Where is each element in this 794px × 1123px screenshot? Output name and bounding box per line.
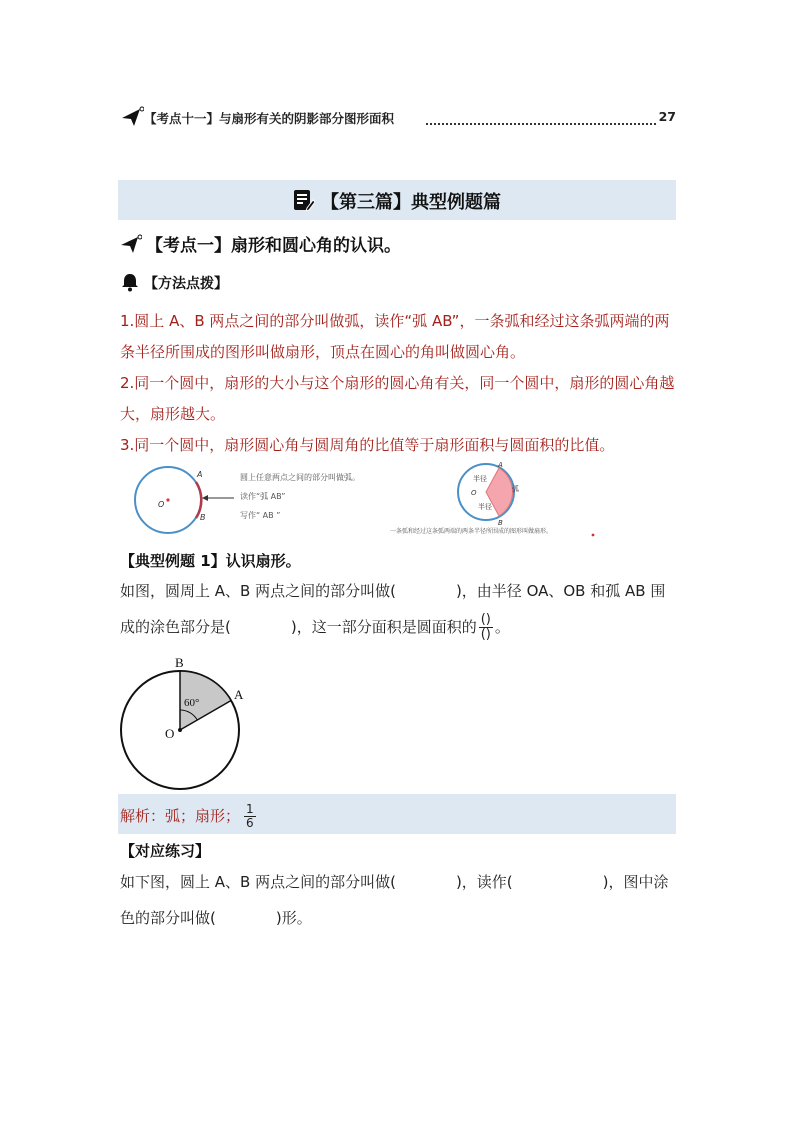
label-radius-top: 半径 bbox=[473, 475, 487, 483]
method-point-2: 2.同一个圆中，扇形的大小与这个扇形的圆心角有关，同一个圆中，扇形的圆心角越大，扇形越大。 bbox=[120, 374, 675, 423]
fraction-denominator-blank[interactable]: () bbox=[480, 627, 491, 642]
note-read-as: 读作“弧 AB” bbox=[240, 492, 286, 501]
answer-numerator: 1 bbox=[246, 802, 254, 816]
toc-entry-title: 【考点十一】与扇形有关的阴影部分图形面积 bbox=[144, 111, 395, 126]
method-point-3: 3.同一个圆中，扇形圆心角与圆周角的比值等于扇形面积与圆面积的比值。 bbox=[120, 436, 615, 454]
sector-diagram bbox=[390, 462, 630, 542]
answer-fraction bbox=[244, 803, 256, 830]
toc-page-number: 27 bbox=[658, 109, 676, 124]
section-header bbox=[118, 180, 676, 220]
label-b: B bbox=[498, 519, 503, 527]
pointer-arrowhead bbox=[202, 495, 208, 501]
navigation-arrow-icon bbox=[120, 234, 142, 254]
label-o: O bbox=[158, 500, 165, 509]
example-question-text: 如图，圆周上 A、B 两点之间的部分叫做( )，由半径 OA、OB 和孤 AB 围成的涂色部分是( )，这一部分面积是圆面积的 bbox=[120, 582, 666, 636]
example-question-end: 。 bbox=[494, 618, 510, 636]
answer-denominator: 6 bbox=[246, 816, 254, 830]
caption-dot bbox=[592, 534, 595, 537]
label-o: O bbox=[165, 726, 175, 741]
center-point bbox=[178, 728, 182, 732]
method-heading bbox=[120, 272, 228, 293]
answer-row bbox=[120, 803, 256, 830]
kaodian-title: 【考点一】扇形和圆心角的认识。 bbox=[146, 236, 401, 256]
label-b: B bbox=[200, 513, 206, 522]
note-arc-definition: 圆上任意两点之间的部分叫做弧。 bbox=[240, 473, 360, 482]
example-heading: 【典型例题 1】认识扇形。 bbox=[120, 552, 301, 570]
method-title: 【方法点拨】 bbox=[144, 276, 228, 292]
center-point bbox=[166, 498, 169, 501]
bell-icon bbox=[120, 272, 140, 292]
label-radius-bottom: 半径 bbox=[478, 503, 492, 511]
practice-heading: 【对应练习】 bbox=[120, 842, 211, 860]
label-a: A bbox=[197, 470, 203, 479]
answer-text: 解析：弧；扇形； bbox=[120, 807, 241, 825]
section-title: 【第三篇】典型例题篇 bbox=[321, 192, 501, 213]
example-question bbox=[120, 573, 676, 645]
method-point-1: 1.圆上 A、B 两点之间的部分叫做弧，读作“弧 AB”，一条弧和经过这条弧两端的两条半径所围成的图形叫做扇形，顶点在圆心的角叫做圆心角。 bbox=[120, 312, 670, 361]
label-o: O bbox=[471, 489, 477, 497]
arc-diagram bbox=[130, 462, 380, 540]
document-edit-icon bbox=[293, 189, 315, 211]
note-write-as: 写作“ AB ” bbox=[240, 511, 281, 520]
practice-question: 如下图，圆上 A、B 两点之间的部分叫做( )，读作( )，图中涂色的部分叫做( )形。 bbox=[120, 873, 669, 927]
fraction-numerator-blank[interactable]: () bbox=[480, 612, 491, 627]
label-a: A bbox=[234, 687, 244, 702]
label-b: B bbox=[175, 655, 184, 670]
section-title-row bbox=[118, 188, 676, 214]
sector-caption: 一条弧和经过这条弧两端的两条半径所围成的图形叫做扇形。 bbox=[390, 528, 553, 535]
label-a: A bbox=[498, 462, 503, 469]
label-arc: 弧 bbox=[512, 485, 519, 493]
kaodian-heading bbox=[120, 231, 401, 256]
navigation-arrow-icon bbox=[120, 106, 144, 128]
toc-entry[interactable] bbox=[120, 106, 676, 128]
answer-panel bbox=[118, 794, 676, 834]
sector-figure bbox=[112, 652, 252, 792]
toc-leader-dots bbox=[426, 109, 656, 125]
angle-label: 60° bbox=[184, 697, 200, 709]
blank-fraction[interactable] bbox=[479, 613, 493, 642]
